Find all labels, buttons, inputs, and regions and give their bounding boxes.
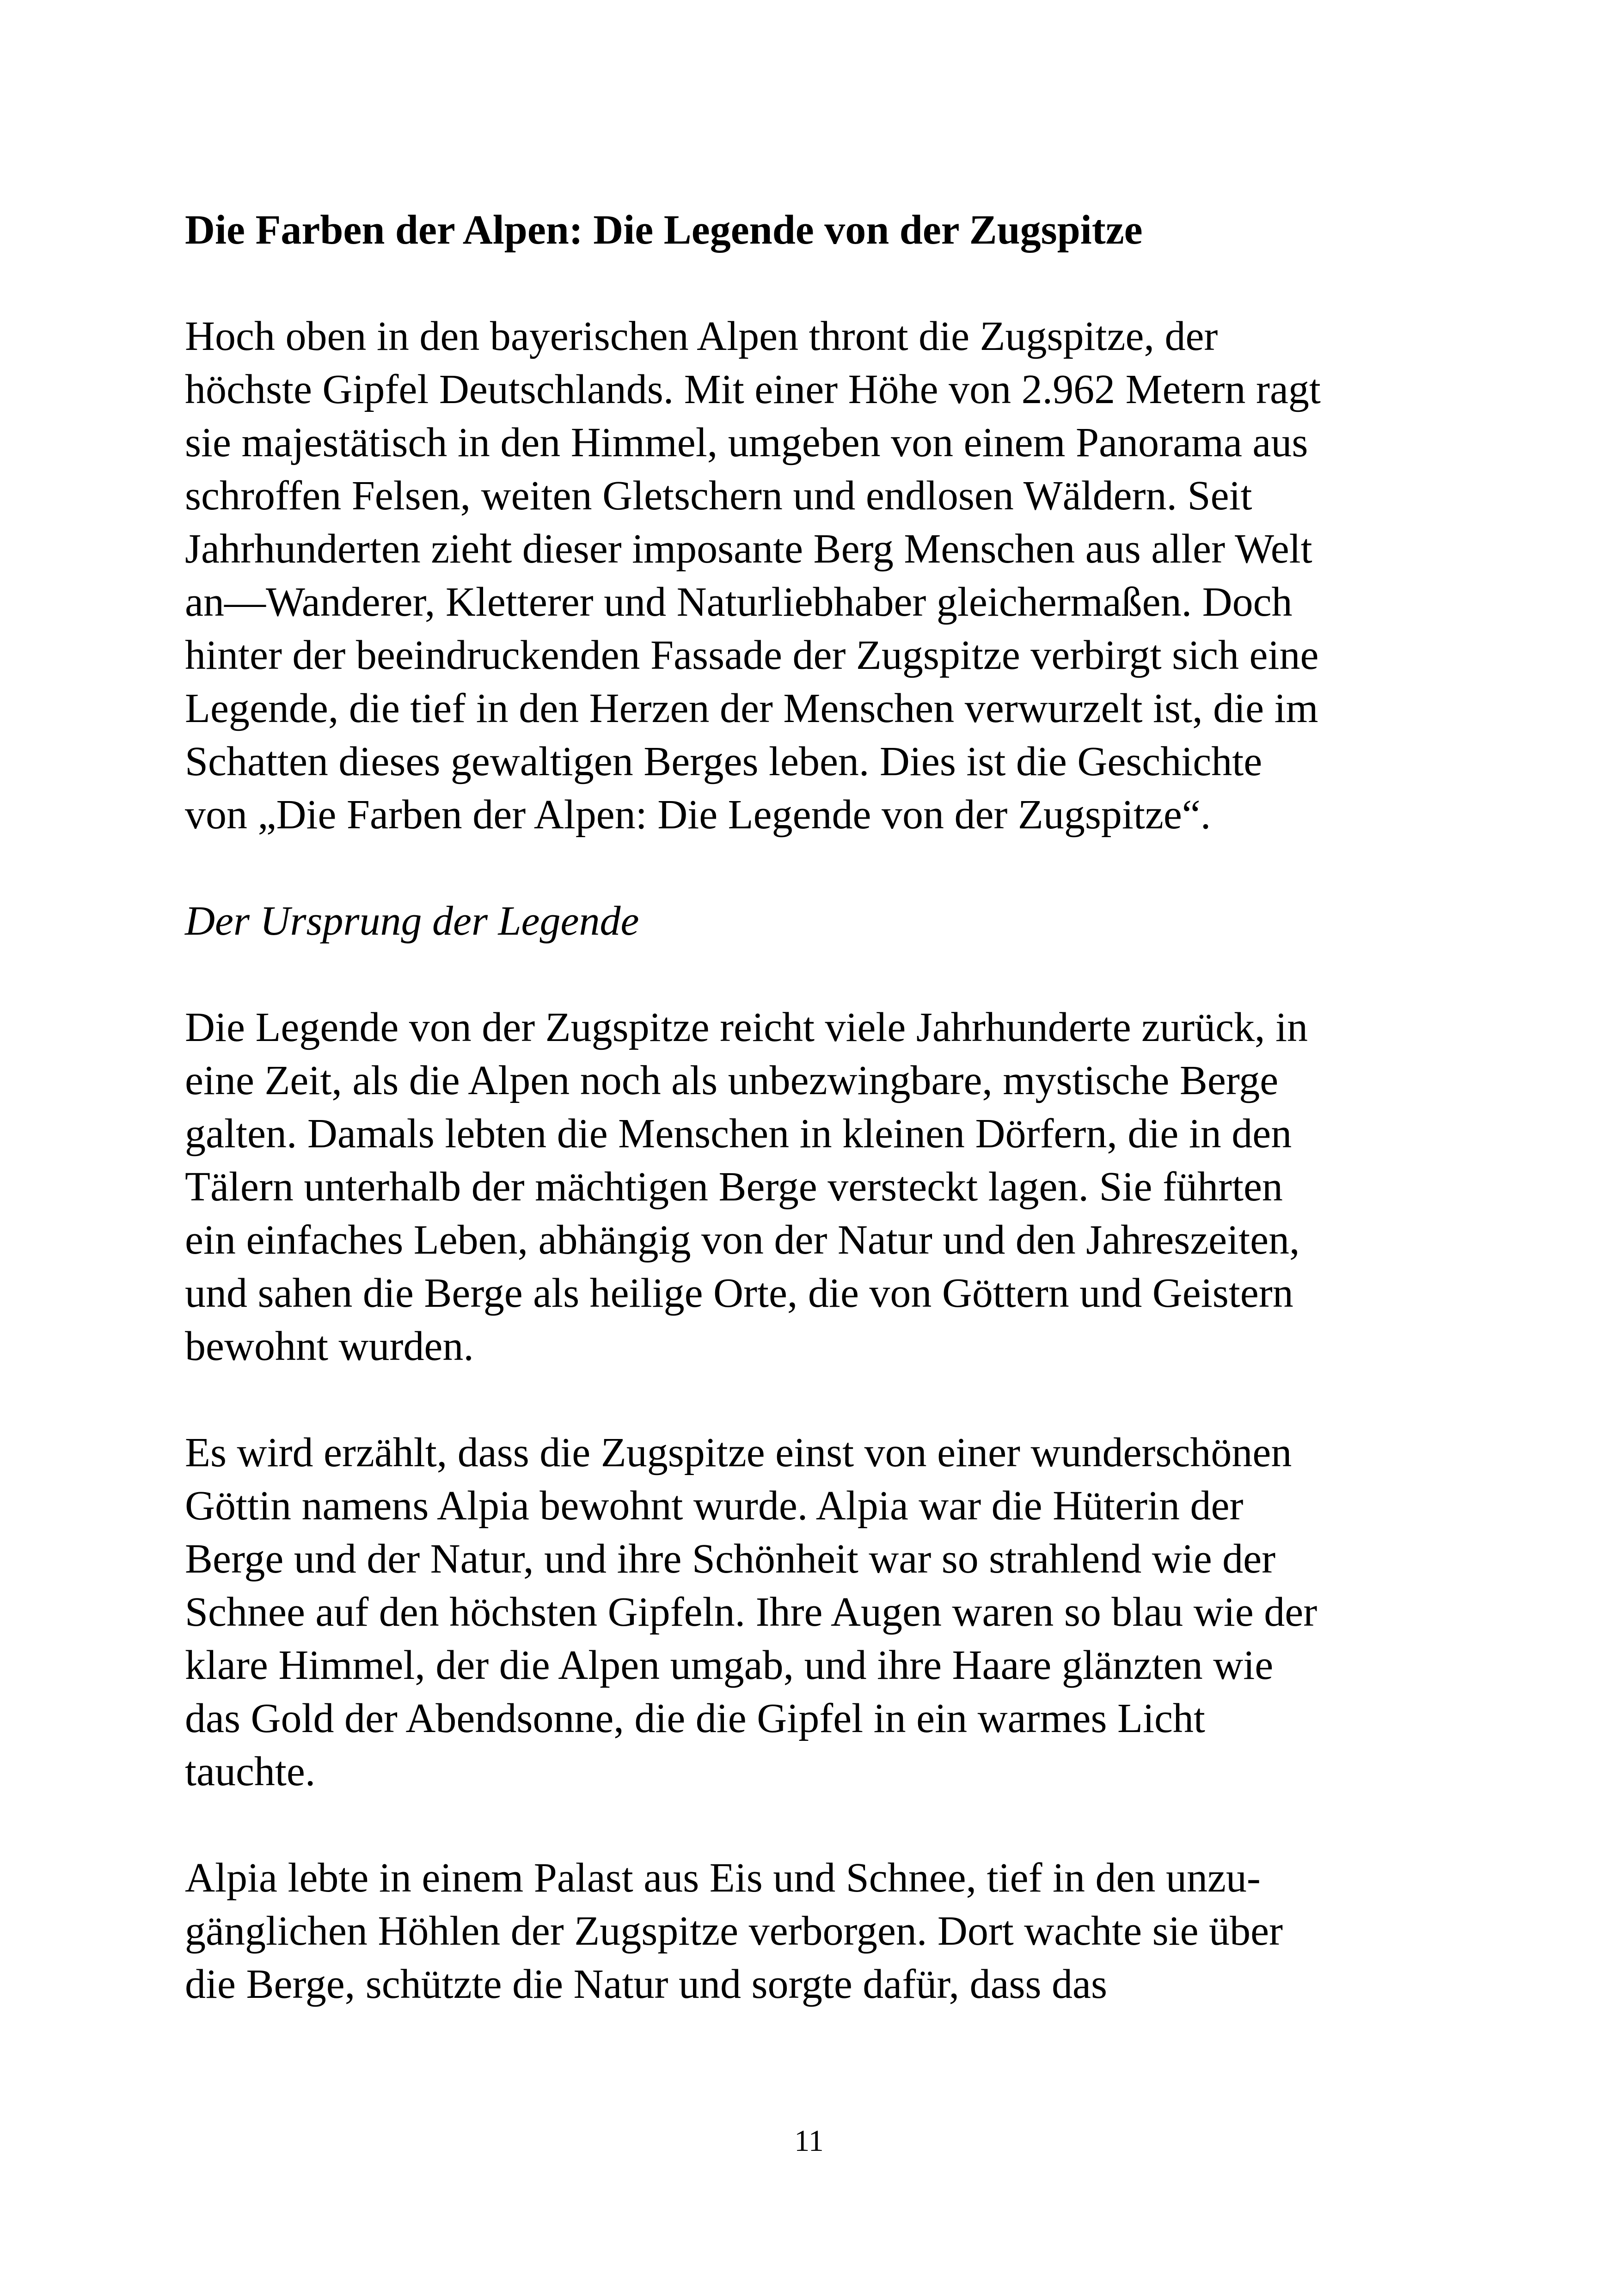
page-body — [185, 203, 1461, 2011]
text-line: Legende, die tief in den Herzen der Menschen verwurzelt ist, die im — [185, 686, 1318, 731]
text-line: Göttin namens Alpia bewohnt wurde. Alpia war die Hüterin der — [185, 1483, 1244, 1529]
text-line: höchste Gipfel Deutschlands. Mit einer Höhe von 2.962 Metern ragt — [185, 367, 1321, 412]
text-line: hinter der beeindruckenden Fassade der Zugspitze verbirgt sich eine — [185, 632, 1319, 678]
text-line: klare Himmel, der die Alpen umgab, und ihre Haare glänzten wie — [185, 1642, 1274, 1688]
text-line: von „Die Farben der Alpen: Die Legende von der Zugspitze“. — [185, 792, 1211, 838]
text-line: bewohnt wurden. — [185, 1323, 474, 1369]
text-line: Alpia lebte in einem Palast aus Eis und Schnee, tief in den unzu- — [185, 1855, 1261, 1901]
text-line: und sahen die Berge als heilige Orte, die von Göttern und Geistern — [185, 1270, 1293, 1316]
spacer — [185, 841, 1461, 894]
text-line: gänglichen Höhlen der Zugspitze verborgen. Dort wachte sie über — [185, 1908, 1283, 1954]
text-line: galten. Damals lebten die Menschen in kleinen Dörfern, die in den — [185, 1111, 1292, 1157]
paragraph-intro — [185, 310, 1461, 841]
text-line: Es wird erzählt, dass die Zugspitze einst von einer wunderschönen — [185, 1430, 1292, 1476]
text-line: sie majestätisch in den Himmel, umgeben von einem Panorama aus — [185, 420, 1308, 465]
text-line: Jahrhunderten zieht dieser imposante Berg Menschen aus aller Welt — [185, 526, 1312, 572]
spacer — [185, 1373, 1461, 1426]
spacer — [185, 948, 1461, 1001]
text-line: an—Wanderer, Kletterer und Naturliebhaber gleichermaßen. Doch — [185, 579, 1293, 625]
text-line: Tälern unterhalb der mächtigen Berge versteckt lagen. Sie führten — [185, 1164, 1283, 1210]
text-line: eine Zeit, als die Alpen noch als unbezwingbare, mystische Berge — [185, 1058, 1279, 1103]
spacer — [185, 1798, 1461, 1851]
page-number: 11 — [794, 2124, 824, 2158]
text-line: ein einfaches Leben, abhängig von der Natur und den Jahreszeiten, — [185, 1217, 1300, 1263]
text-line: Berge und der Natur, und ihre Schönheit war so strahlend wie der — [185, 1536, 1276, 1582]
text-line: Hoch oben in den bayerischen Alpen thront die Zugspitze, der — [185, 313, 1218, 359]
spacer — [185, 257, 1461, 310]
chapter-title: Die Farben der Alpen: Die Legende von der Zugspitze — [185, 207, 1143, 253]
paragraph-palace — [185, 1851, 1461, 2011]
text-line: die Berge, schützte die Natur und sorgte dafür, dass das — [185, 1961, 1108, 2007]
paragraph-origin — [185, 1001, 1461, 1373]
text-line: Die Legende von der Zugspitze reicht viele Jahrhunderte zurück, in — [185, 1004, 1308, 1050]
paragraph-alpia — [185, 1426, 1461, 1798]
text-line: tauchte. — [185, 1749, 316, 1794]
text-line: Schnee auf den höchsten Gipfeln. Ihre Augen waren so blau wie der — [185, 1589, 1318, 1635]
section-subheading: Der Ursprung der Legende — [185, 898, 639, 944]
text-line: das Gold der Abendsonne, die die Gipfel in ein warmes Licht — [185, 1696, 1205, 1741]
text-line: Schatten dieses gewaltigen Berges leben. Dies ist die Geschichte — [185, 739, 1263, 784]
text-line: schroffen Felsen, weiten Gletschern und endlosen Wäldern. Seit — [185, 473, 1252, 519]
